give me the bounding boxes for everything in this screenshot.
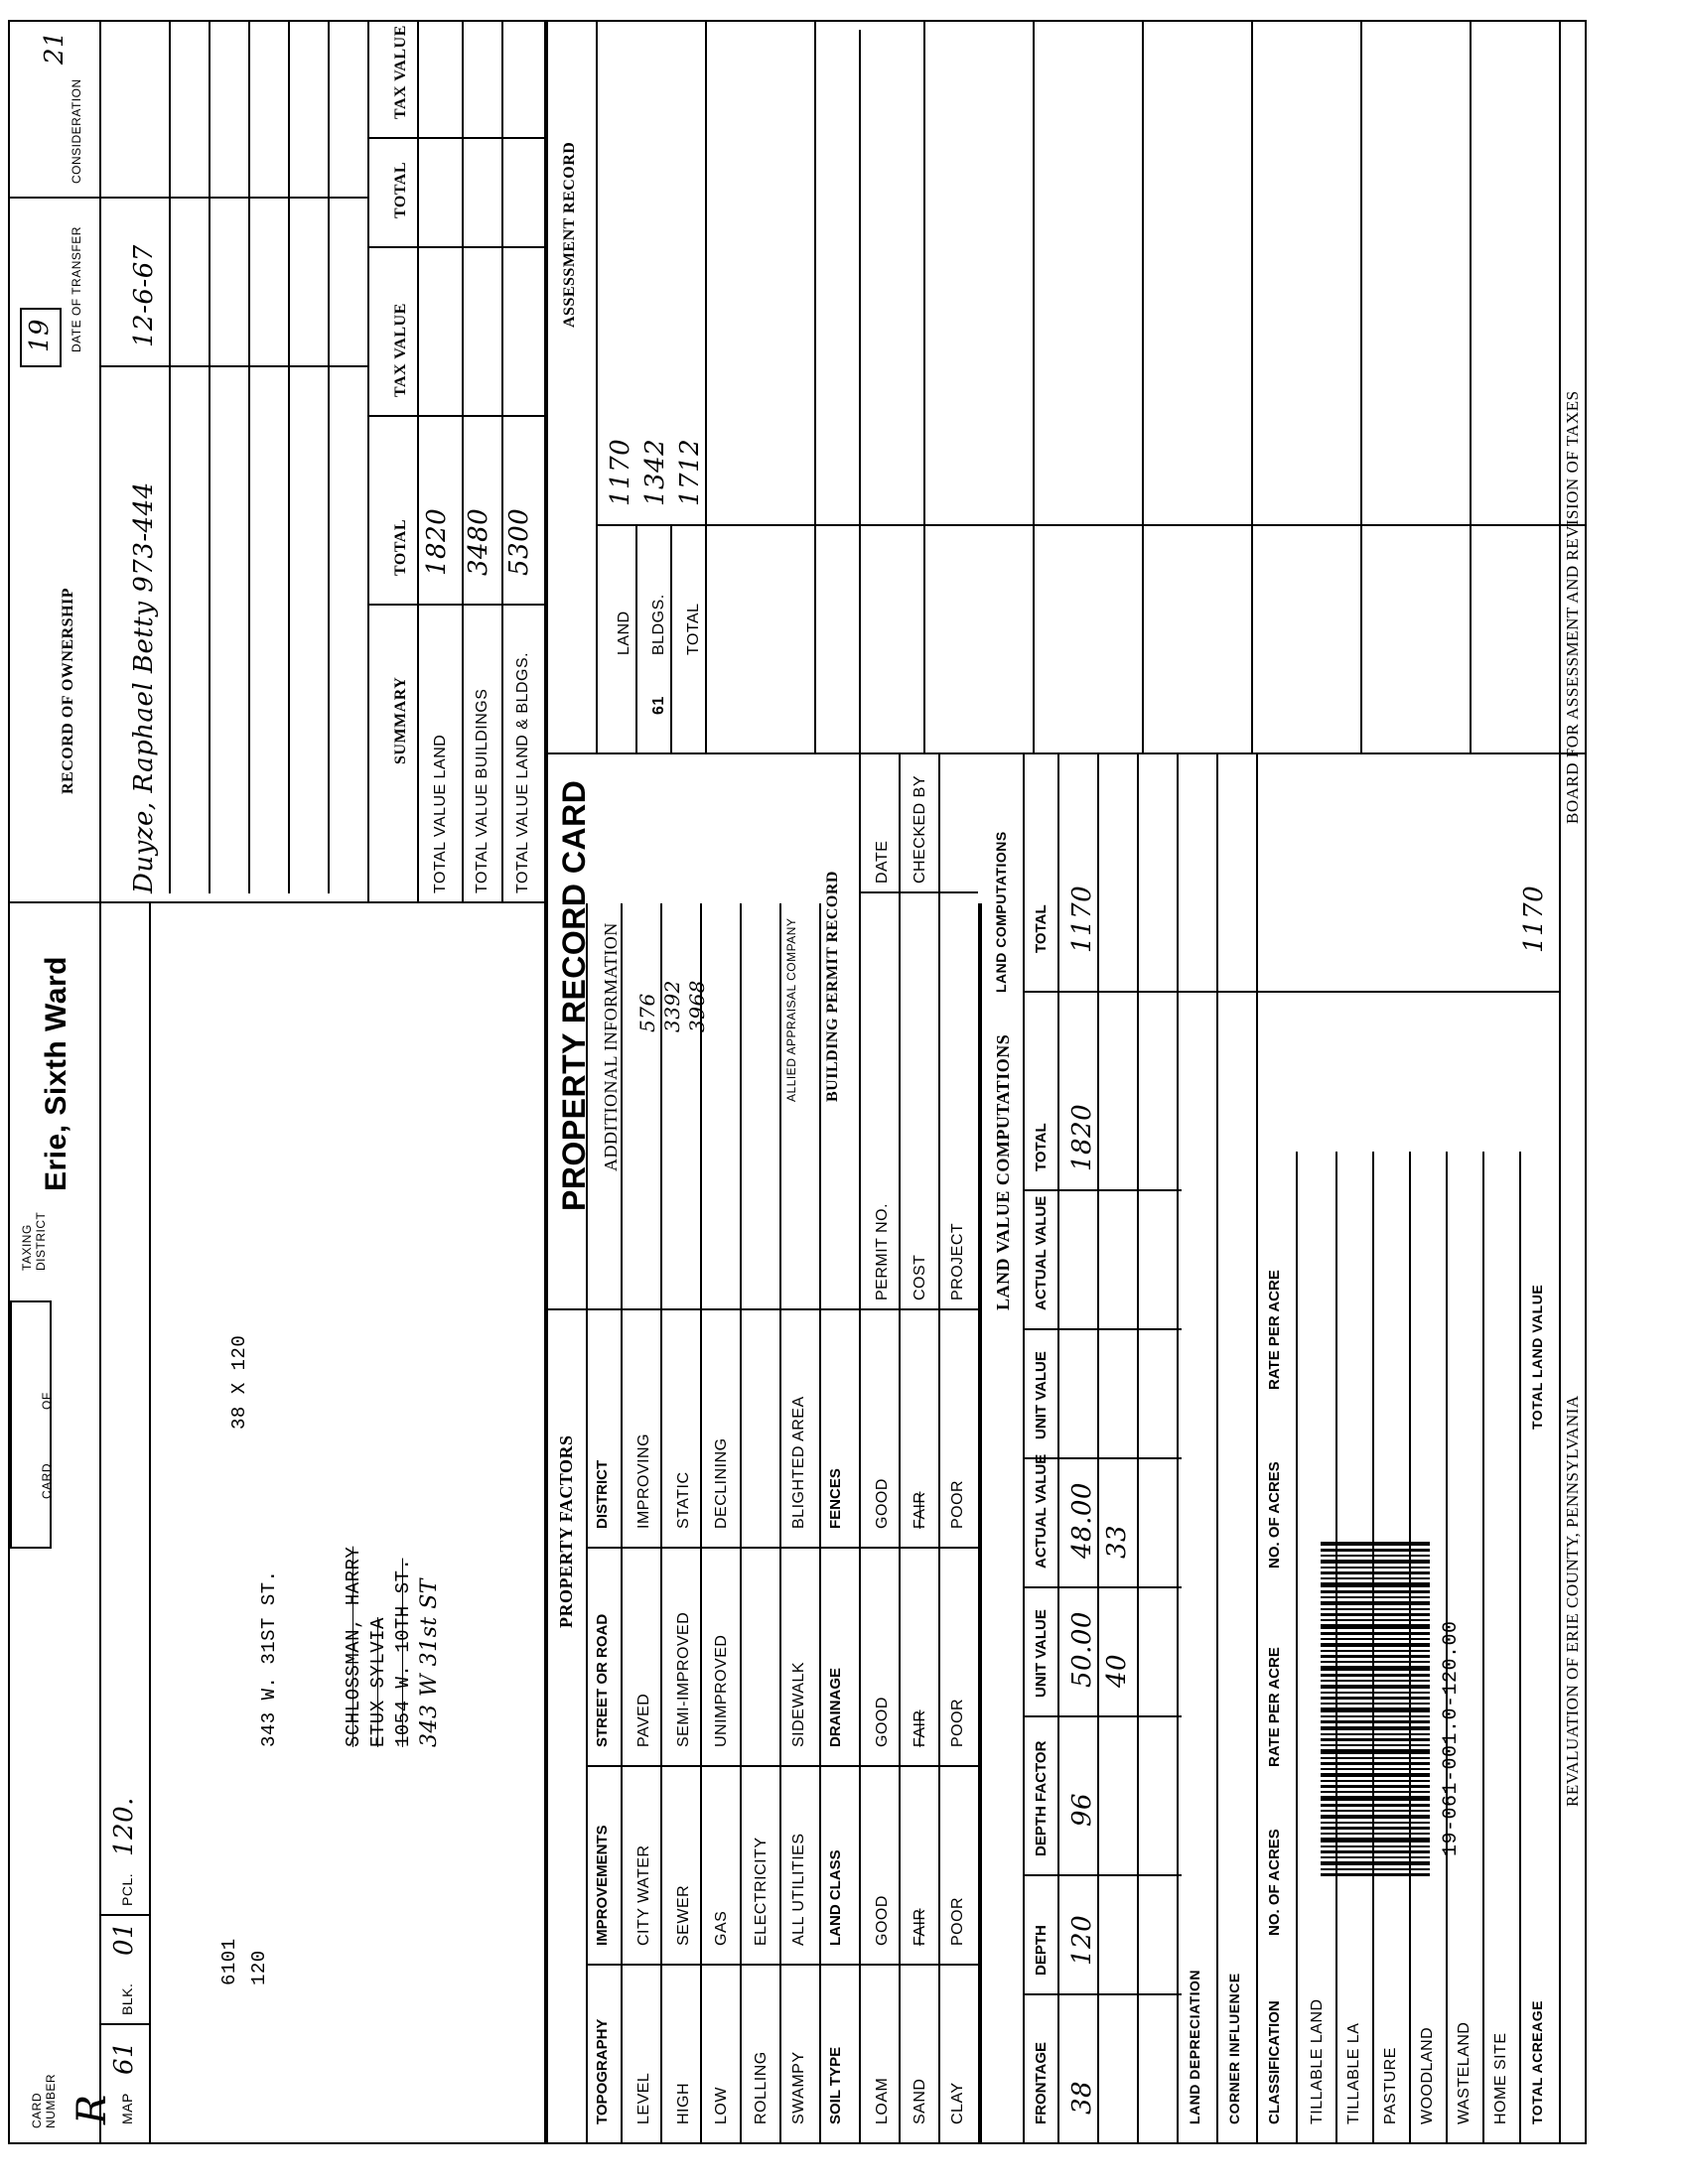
acreage-header-acres-1: NO. OF ACRES bbox=[1266, 1829, 1283, 1936]
lv-frontage: 38 bbox=[1067, 2080, 1097, 2115]
total-land-value-amount: 1170 bbox=[1519, 885, 1549, 953]
entry-total: 3968 bbox=[685, 980, 709, 1032]
street-paved: PAVED bbox=[635, 1693, 652, 1747]
assessment-title: ASSESSMENT RECORD bbox=[561, 141, 578, 328]
fences-header: FENCES bbox=[827, 1468, 844, 1529]
landclass-good: GOOD bbox=[874, 1895, 891, 1946]
barcode bbox=[1321, 1539, 1430, 1876]
lv-actual-value-2: 33 bbox=[1102, 1524, 1132, 1559]
topo-swampy: SWAMPY bbox=[790, 2051, 807, 2124]
record-of-ownership-label: RECORD OF OWNERSHIP bbox=[60, 587, 76, 794]
district-header: DISTRICT bbox=[594, 1459, 611, 1529]
assessment-label-total: TOTAL bbox=[685, 603, 702, 655]
code-2: 120 bbox=[248, 1950, 270, 1985]
assessment-bldgs: 1342 bbox=[640, 438, 670, 506]
transfer-date: 12-6-67 bbox=[129, 244, 159, 347]
ward-box-value: 19 bbox=[25, 318, 55, 352]
taxing-district-label: TAXING DISTRICT bbox=[20, 1211, 48, 1271]
upper-tax-value-header: TAX VALUE bbox=[392, 25, 409, 119]
consideration-label: CONSIDERATION bbox=[70, 78, 83, 184]
district-improving: IMPROVING bbox=[635, 1433, 652, 1529]
soil-clay: CLAY bbox=[949, 2082, 966, 2124]
street-semi-improved: SEMI-IMPROVED bbox=[675, 1611, 692, 1747]
district-name: Erie, Sixth Ward bbox=[40, 956, 72, 1191]
soil-loam: LOAM bbox=[874, 2077, 891, 2124]
impr-sewer: SEWER bbox=[675, 1884, 692, 1946]
fences-good: GOOD bbox=[874, 1478, 891, 1529]
acreage-home-site: HOME SITE bbox=[1492, 2032, 1509, 2124]
lv-header-total-2: TOTAL bbox=[1033, 904, 1050, 953]
map-value: 61 bbox=[109, 2040, 139, 2075]
topography-header: TOPOGRAPHY bbox=[594, 2018, 611, 2124]
blk-value: 01 bbox=[109, 1921, 139, 1956]
entry-bldgs: 3392 bbox=[660, 980, 684, 1032]
district-blighted-area: BLIGHTED AREA bbox=[790, 1396, 807, 1529]
card-of-box bbox=[10, 1300, 52, 1549]
project-label: PROJECT bbox=[949, 1222, 966, 1300]
corner-influence-label: CORNER INFLUENCE bbox=[1226, 1973, 1242, 2124]
drainage-header: DRAINAGE bbox=[827, 1667, 844, 1747]
old-owner-1: SCHLOSSMAN, HARRY bbox=[343, 1546, 364, 1747]
footer-left: REVALUATION OF ERIE COUNTY, PENNSYLVANIA bbox=[1563, 1395, 1582, 1807]
acreage-tillable-land: TILLABLE LAND bbox=[1309, 1998, 1326, 2124]
card-number-label: CARD NUMBER bbox=[30, 2073, 58, 2128]
lv-total: 1820 bbox=[1067, 1103, 1097, 1171]
owner-entry: Duyze, Raphael Betty 973-444 bbox=[129, 481, 159, 893]
lv-depth: 120 bbox=[1067, 1914, 1097, 1966]
impr-electricity: ELECTRICITY bbox=[753, 1837, 770, 1946]
land-class-header: LAND CLASS bbox=[827, 1849, 844, 1946]
pcl-value: 120. bbox=[109, 1797, 139, 1856]
topo-level: LEVEL bbox=[635, 2072, 652, 2124]
drainage-good: GOOD bbox=[874, 1697, 891, 1747]
total-land-value-label: TOTAL LAND VALUE bbox=[1529, 1284, 1545, 1430]
lv-header-actual-value-2: ACTUAL VALUE bbox=[1033, 1195, 1050, 1310]
impr-all-utilities: ALL UTILITIES bbox=[790, 1833, 807, 1946]
card-label: CARD bbox=[40, 1462, 54, 1499]
impr-gas: GAS bbox=[713, 1910, 730, 1946]
map-label: MAP bbox=[119, 2093, 135, 2124]
summary-row-land-label: TOTAL VALUE LAND bbox=[432, 734, 449, 893]
lv-header-depth: DEPTH bbox=[1033, 1925, 1050, 1976]
district-declining: DECLINING bbox=[713, 1437, 730, 1529]
impr-city-water: CITY WATER bbox=[635, 1844, 652, 1946]
summary-row-total-total: 5300 bbox=[504, 507, 534, 576]
date-of-transfer-label: DATE OF TRANSFER bbox=[70, 226, 83, 352]
building-permit-title: BUILDING PERMIT RECORD bbox=[824, 871, 841, 1102]
drainage-fair: FAIR bbox=[912, 1709, 928, 1747]
lv-final-total: 1170 bbox=[1067, 885, 1097, 953]
footer-right: BOARD FOR ASSESSMENT AND REVISION OF TAXES bbox=[1563, 390, 1582, 824]
street-unimproved: UNIMPROVED bbox=[713, 1634, 730, 1747]
soil-type-header: SOIL TYPE bbox=[827, 2046, 844, 2124]
acreage-header-rate-1: RATE PER ACRE bbox=[1266, 1647, 1283, 1767]
lv-header-frontage: FRONTAGE bbox=[1033, 2041, 1050, 2124]
fences-poor: POOR bbox=[949, 1479, 966, 1529]
upper-total-header: TOTAL bbox=[392, 161, 409, 218]
landclass-poor: POOR bbox=[949, 1896, 966, 1946]
acreage-woodland: WOODLAND bbox=[1419, 2026, 1436, 2124]
summary-title: SUMMARY bbox=[392, 676, 409, 764]
blk-label: BLK. bbox=[119, 1982, 135, 2015]
assessment-total: 1712 bbox=[675, 438, 705, 506]
card-title: PROPERTY RECORD CARD bbox=[556, 779, 592, 1211]
fences-fair: FAIR bbox=[912, 1491, 928, 1529]
lv-header-actual-value-1: ACTUAL VALUE bbox=[1033, 1453, 1050, 1569]
land-value-title: LAND VALUE COMPUTATIONS bbox=[993, 1033, 1013, 1310]
acreage-header-rate-2: RATE PER ACRE bbox=[1266, 1270, 1283, 1390]
summary-tax-value-header: TAX VALUE bbox=[392, 303, 409, 397]
soil-sand: SAND bbox=[912, 2078, 928, 2124]
cost-label: COST bbox=[912, 1254, 928, 1300]
additional-information-label: ADDITIONAL INFORMATION bbox=[601, 922, 621, 1171]
appraisal-company: ALLIED APPRAISAL COMPANY bbox=[784, 917, 798, 1102]
lv-actual-value: 48.00 bbox=[1067, 1482, 1097, 1559]
property-address: 343 W. 31ST ST. bbox=[258, 1570, 280, 1747]
total-acreage-label: TOTAL ACREAGE bbox=[1529, 2000, 1545, 2124]
barcode-number: 19-061-001.0-120.00 bbox=[1440, 1620, 1463, 1856]
assessment-land: 1170 bbox=[606, 438, 635, 506]
land-depreciation-label: LAND DEPRECIATION bbox=[1187, 1969, 1202, 2124]
page-number: 21 bbox=[40, 30, 70, 65]
summary-row-total-label: TOTAL VALUE LAND & BLDGS. bbox=[514, 651, 531, 893]
summary-row-buildings-total: 3480 bbox=[464, 507, 493, 576]
street-sidewalk: SIDEWALK bbox=[790, 1661, 807, 1747]
street-header: STREET OR ROAD bbox=[594, 1613, 611, 1747]
assessment-label-land: LAND bbox=[616, 611, 632, 655]
code-1: 6101 bbox=[218, 1938, 240, 1985]
acreage-header-acres-2: NO. OF ACRES bbox=[1266, 1461, 1283, 1569]
of-label: OF bbox=[40, 1392, 54, 1410]
checked-by-label: CHECKED BY bbox=[912, 774, 928, 884]
property-dimensions: 38 X 120 bbox=[228, 1334, 250, 1430]
assessment-label-bldgs: BLDGS. bbox=[650, 594, 667, 655]
card-number-value: R bbox=[70, 2094, 115, 2124]
property-factors-title: PROPERTY FACTORS bbox=[556, 1434, 576, 1628]
new-address: 343 W 31st ST bbox=[417, 1578, 442, 1747]
summary-row-buildings-label: TOTAL VALUE BUILDINGS bbox=[474, 688, 491, 893]
entry-land: 576 bbox=[635, 993, 659, 1032]
old-owner-2: ETUX SYLVIA bbox=[367, 1617, 389, 1747]
lv-header-total-1: TOTAL bbox=[1033, 1123, 1050, 1171]
lv-unit-value-2: 40 bbox=[1102, 1653, 1132, 1688]
drainage-poor: POOR bbox=[949, 1698, 966, 1747]
district-static: STATIC bbox=[675, 1471, 692, 1529]
lv-depth-factor: 96 bbox=[1067, 1792, 1097, 1827]
acreage-wasteland: WASTELAND bbox=[1456, 2021, 1473, 2124]
lv-unit-value: 50.00 bbox=[1067, 1611, 1097, 1688]
topo-low: LOW bbox=[713, 2087, 730, 2124]
old-address: 1054 W. 10TH ST. bbox=[392, 1558, 414, 1747]
lv-header-unit-value-2: UNIT VALUE bbox=[1033, 1351, 1050, 1439]
date-label: DATE bbox=[874, 840, 891, 884]
lv-header-depth-factor: DEPTH FACTOR bbox=[1033, 1740, 1050, 1856]
topo-high: HIGH bbox=[675, 2083, 692, 2124]
landclass-fair: FAIR bbox=[912, 1908, 928, 1946]
pcl-label: PCL. bbox=[119, 1872, 135, 1906]
topo-rolling: ROLLING bbox=[753, 2051, 770, 2124]
land-computations-label: LAND COMPUTATIONS bbox=[993, 831, 1009, 993]
assessment-year-code: 61 bbox=[650, 696, 667, 715]
permit-no-label: PERMIT NO. bbox=[874, 1202, 891, 1300]
acreage-tillable-la: TILLABLE LA bbox=[1345, 2022, 1362, 2124]
acreage-pasture: PASTURE bbox=[1382, 2047, 1399, 2124]
improvements-header: IMPROVEMENTS bbox=[594, 1825, 611, 1946]
summary-total-header: TOTAL bbox=[392, 518, 409, 576]
acreage-header-classification: CLASSIFICATION bbox=[1266, 2000, 1283, 2124]
lv-header-unit-value-1: UNIT VALUE bbox=[1033, 1609, 1050, 1698]
summary-row-land-total: 1820 bbox=[422, 507, 452, 576]
